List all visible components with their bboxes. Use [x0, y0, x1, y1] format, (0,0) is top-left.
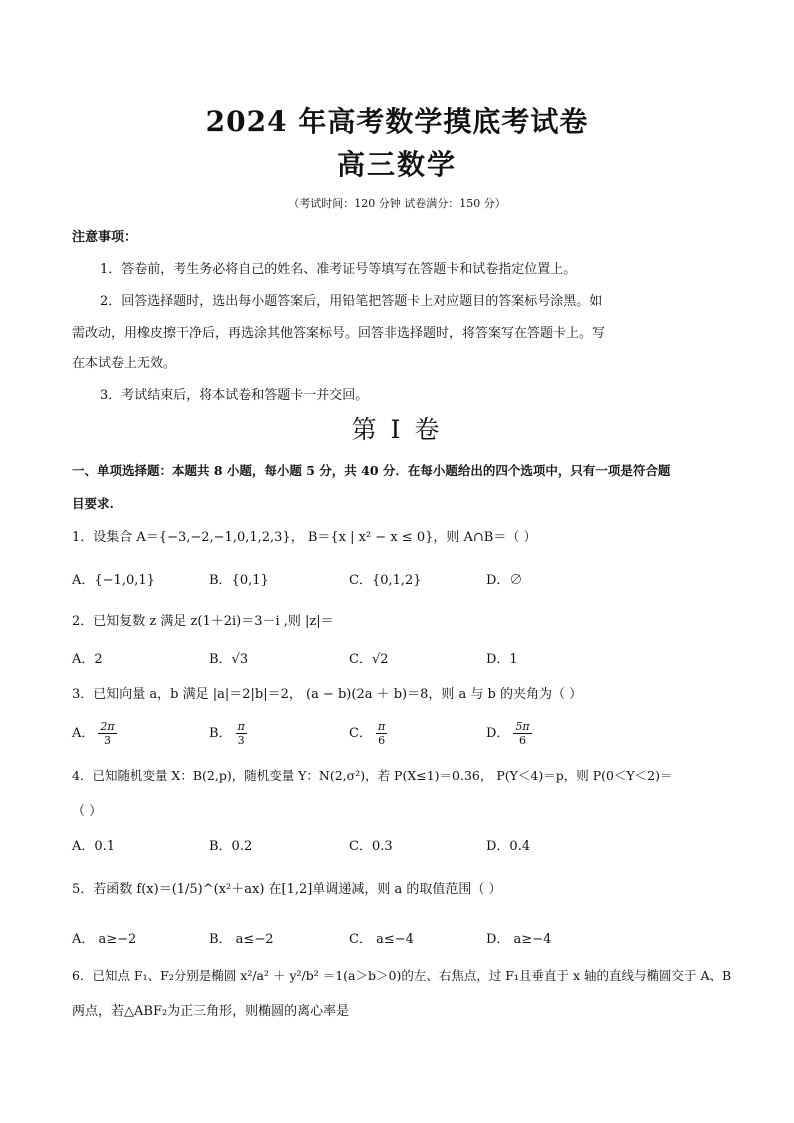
- question-5-stem: 5．若函数 f(x)＝(1/5)^(x²＋ax) 在[1,2]单调递减，则 a 的取值范围（ ）: [72, 882, 502, 897]
- option-a-fraction: [98, 720, 116, 747]
- option-a-denominator: 3: [104, 734, 111, 747]
- option-a: A．0.1: [72, 839, 116, 854]
- option-c-label: C．: [349, 726, 372, 741]
- option-d: D．1: [486, 652, 518, 667]
- question-5-options: [72, 928, 752, 952]
- notice-item-3: 3．考试结束后，将本试卷和答题卡一并交回。: [100, 388, 369, 403]
- option-c: C． a≤−4: [349, 932, 414, 947]
- main-title: 2024 年高考数学摸底考试卷: [205, 105, 589, 138]
- option-a: A． a≥−2: [72, 932, 137, 947]
- notice-item-2-line-1: 2．回答选择题时，选出每小题答案后，用铅笔把答题卡上对应题目的答案标号涂黑。如: [100, 294, 603, 309]
- question-4-options: [72, 835, 752, 859]
- option-b-fraction: [236, 720, 247, 747]
- option-a: A．{−1,0,1}: [72, 573, 155, 588]
- option-c: C．{0,1,2}: [349, 573, 422, 588]
- option-c-denominator: 6: [378, 734, 386, 747]
- option-b-denominator: 3: [237, 734, 245, 747]
- question-3-stem: 3．已知向量 a，b 满足 |a|＝2|b|＝2， (a − b)(2a ＋ b)＝8，则 a 与 b 的夹角为（ ）: [72, 687, 583, 702]
- option-d-denominator: 6: [519, 734, 527, 747]
- option-a: [72, 720, 117, 747]
- section-intro-line-1: 一、单项选择题：本题共 8 小题，每小题 5 分，共 40 分．在每小题给出的四个选项中，只有一项是符合题: [72, 463, 671, 478]
- option-b: B．0.2: [209, 839, 253, 854]
- question-3-options: [72, 716, 752, 750]
- option-d: D．∅: [486, 573, 523, 588]
- option-c: C．√2: [349, 652, 389, 667]
- notice-item-2-line-3: 在本试卷上无效。: [72, 356, 177, 371]
- option-c-numerator: π: [377, 720, 386, 733]
- question-1-options: [72, 569, 752, 593]
- option-b: [209, 720, 247, 747]
- option-d: D． a≥−4: [486, 932, 552, 947]
- option-b-numerator: π: [237, 720, 245, 733]
- option-b-label: B．: [209, 726, 232, 741]
- option-c-fraction: [376, 720, 387, 747]
- question-2-stem: 2．已知复数 z 满足 z(1＋2i)＝3－i ,则 |z|＝: [72, 614, 334, 629]
- option-a-numerator: 2π: [100, 720, 115, 733]
- exam-info: （考试时间：120 分钟 试卷满分：150 分）: [288, 197, 506, 210]
- option-d: D．0.4: [486, 839, 531, 854]
- question-2-options: [72, 648, 752, 672]
- notice-heading: 注意事项：: [72, 230, 138, 245]
- question-6-stem-line-1: 6．已知点 F₁、F₂分别是椭圆 x²/a² ＋ y²/b² ＝1(a＞b＞0)的左、右焦点，过 F₁且垂直于 x 轴的直线与椭圆交于 A、B: [72, 968, 732, 983]
- option-c: C．0.3: [349, 839, 393, 854]
- question-4-stem-line-2: （ ）: [72, 804, 103, 819]
- option-d: [486, 720, 532, 747]
- notice-item-1: 1．答卷前，考生务必将自己的姓名、准考证号等填写在答题卡和试卷指定位置上。: [100, 262, 577, 277]
- question-4-stem-line-1: 4．已知随机变量 X：B(2,p)，随机变量 Y：N(2,σ²)，若 P(X≤1)＝0.36， P(Y＜4)＝p，则 P(0＜Y＜2)＝: [72, 768, 673, 783]
- section-intro-line-2: 目要求.: [72, 496, 114, 511]
- sub-title: 高三数学: [336, 148, 457, 181]
- option-b: B．√3: [209, 652, 249, 667]
- question-6-stem-line-2: 两点，若△ABF₂为正三角形，则椭圆的离心率是: [72, 1004, 350, 1019]
- option-a-label: A．: [72, 726, 95, 741]
- section-title: 第 I 卷: [351, 415, 443, 444]
- option-b: B． a≤−2: [209, 932, 274, 947]
- option-d-label: D．: [486, 726, 510, 741]
- question-1-stem: 1．设集合 A＝{−3,−2,−1,0,1,2,3}， B＝{x | x² − x ≤ 0}，则 A∩B＝（ ）: [72, 530, 537, 545]
- option-d-numerator: 5π: [515, 720, 530, 733]
- option-c: [349, 720, 387, 747]
- option-b: B．{0,1}: [209, 573, 269, 588]
- option-d-fraction: [513, 720, 531, 747]
- notice-item-2-line-2: 需改动，用橡皮擦干净后，再选涂其他答案标号。回答非选择题时，将答案写在答题卡上。写: [72, 326, 606, 341]
- option-a: A．2: [72, 652, 103, 667]
